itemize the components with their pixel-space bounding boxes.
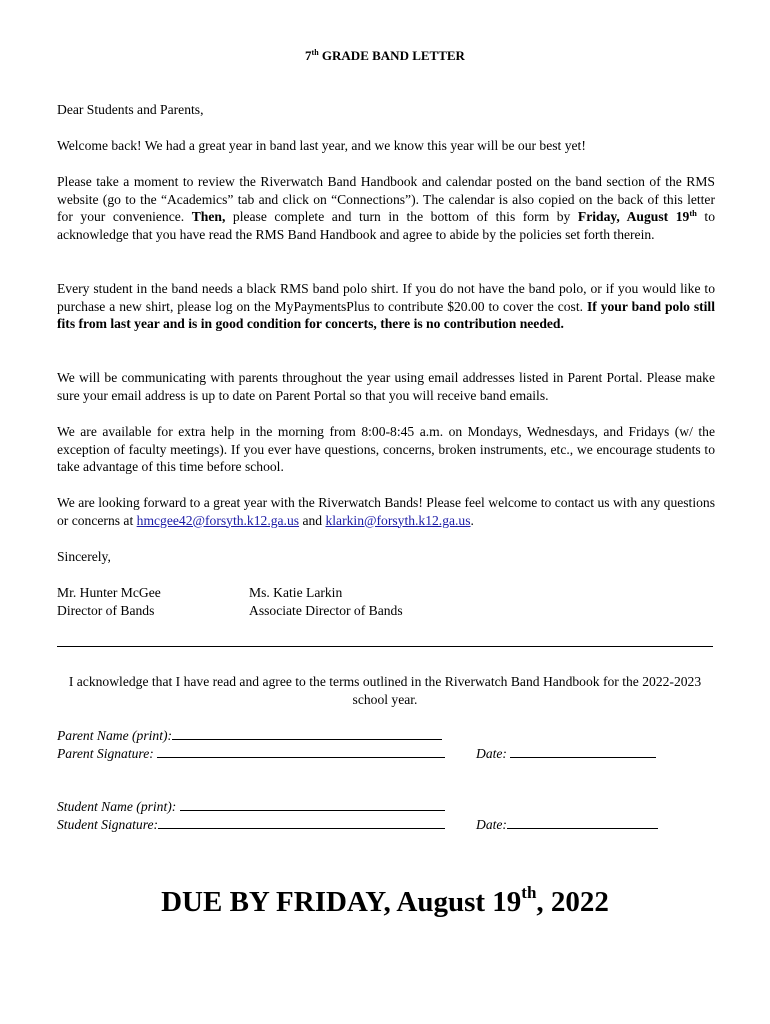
signer-mcgee-title: Director of Bands — [57, 602, 155, 618]
signer-larkin-name: Ms. Katie Larkin — [249, 585, 343, 600]
paragraph-extra-help: We are available for extra help in the morning from 8:00-8:45 a.m. on Mondays, Wednesdays, and Fridays (w/ the exception of faculty meetings). If you ever have questions, concerns, broken instruments, etc., we encourage students to take advantage of this time before school. — [57, 424, 715, 475]
polo-text: Every student in the band needs a black RMS band polo shirt. If you do not have the band polo, or if you would like to purchase a new shirt, please log on the MyPaymentsPlus to contribute $20.00 to cover the cost. — [57, 281, 715, 314]
signer-larkin-title: Associate Director of Bands — [249, 602, 403, 618]
parent-name-field[interactable] — [172, 727, 442, 740]
student-signature-row — [57, 816, 445, 834]
student-date-label: Date: — [476, 817, 507, 832]
student-signature-field[interactable] — [158, 816, 445, 829]
title-superscript: th — [311, 48, 319, 57]
student-date-field[interactable] — [507, 816, 658, 829]
signer-mcgee — [57, 584, 161, 619]
handbook-text-b: please complete and turn in the bottom of this form by — [225, 209, 578, 225]
handbook-date-text: Friday, August 19 — [577, 209, 690, 225]
parent-date-label: Date: — [476, 746, 511, 761]
parent-name-row — [57, 727, 442, 745]
salutation: Dear Students and Parents, — [57, 102, 204, 117]
due-text-b: , 2022 — [536, 886, 609, 918]
paragraph-email: We will be communicating with parents throughout the year using email addresses listed in Parent Portal. Please make sure your email address is up to date on Parent Portal so that you will receive band emails. — [57, 370, 715, 403]
acknowledgement-text: I acknowledge that I have read and agree to the terms outlined in the Riverwatch Band Handbook for the 2022-2023 school year. — [68, 674, 702, 707]
parent-date-field[interactable] — [510, 745, 656, 758]
student-name-label: Student Name (print): — [57, 799, 180, 814]
due-text-a: DUE BY FRIDAY, August 19 — [161, 886, 522, 918]
contact-end: . — [470, 512, 474, 528]
email-link-larkin[interactable]: klarkin@forsyth.k12.ga.us — [325, 512, 471, 528]
parent-signature-field[interactable] — [157, 745, 445, 758]
signer-mcgee-name: Mr. Hunter McGee — [57, 585, 161, 600]
student-date-row — [476, 816, 658, 834]
cut-line-divider — [57, 646, 713, 647]
handbook-text-c: to acknowledge that you have read the RMS Band Handbook and agree to abide by the policies set forth therein. — [57, 209, 715, 242]
paragraph-polo — [57, 280, 715, 333]
paragraph-welcome: Welcome back! We had a great year in band last year, and we know this year will be our best yet! — [57, 138, 586, 153]
parent-name-label: Parent Name (print): — [57, 728, 173, 743]
handbook-due-date — [578, 209, 697, 224]
student-name-row — [57, 798, 445, 816]
paragraph-handbook — [57, 173, 715, 243]
contact-text: We are looking forward to a great year with the Riverwatch Bands! Please feel welcome to contact us with any questions or concerns at — [57, 495, 715, 528]
contact-and: and — [299, 512, 326, 528]
student-name-field[interactable] — [180, 798, 445, 811]
handbook-then: Then, — [191, 209, 226, 225]
parent-signature-label: Parent Signature: — [57, 746, 158, 761]
handbook-text-a: Please take a moment to review the Riverwatch Band Handbook and calendar posted on the band section of the RMS website (go to the “Academics” tab and click on “Connections”). The calendar is also copied on the back of this letter for your convenience. — [57, 174, 715, 225]
paragraph-contact — [57, 494, 715, 529]
due-superscript: th — [521, 883, 537, 902]
title-rest: GRADE BAND LETTER — [318, 48, 465, 63]
closing: Sincerely, — [57, 549, 111, 564]
parent-date-row — [476, 745, 656, 763]
signer-larkin — [249, 584, 403, 619]
polo-bold-text: If your band polo still fits from last year and is in good condition for concerts, there is no contribution needed. — [57, 298, 715, 332]
handbook-date-sup: th — [689, 208, 697, 219]
due-date-heading — [0, 884, 770, 920]
title-prefix: 7 — [305, 48, 312, 63]
email-link-mcgee[interactable]: hmcgee42@forsyth.k12.ga.us — [136, 512, 300, 528]
letter-title — [57, 48, 713, 64]
parent-signature-row — [57, 745, 445, 763]
student-signature-label: Student Signature: — [57, 817, 159, 832]
